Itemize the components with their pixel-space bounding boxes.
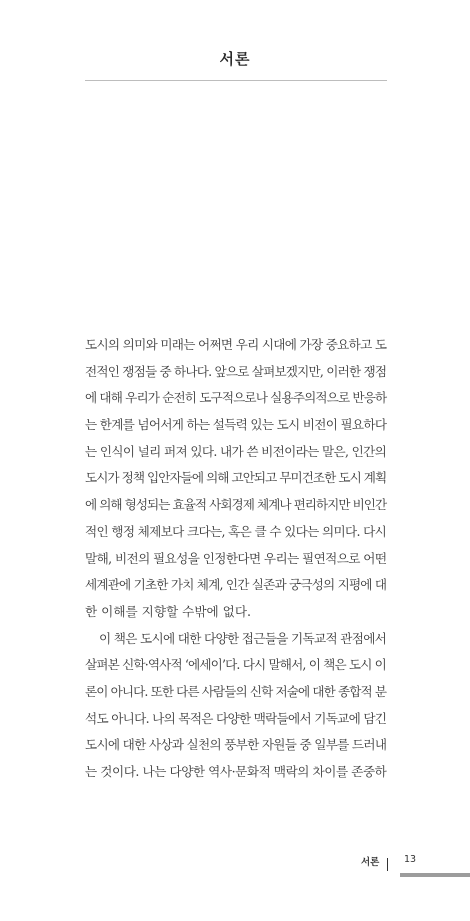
footer-bar [400, 873, 470, 877]
text-line: 에 의해 형성되는 효율적 사회경제 체계나 편리하지만 비인간 [85, 497, 387, 513]
running-title: 서론 [361, 857, 380, 868]
text-line: 는 것이다. 나는 다양한 역사·문화적 맥락의 차이를 존중하 [85, 764, 387, 779]
text-line: 도시가 정책 입안자들에 의해 고안되고 무미건조한 도시 계획 [85, 470, 387, 486]
text-line: 적인 행정 체제보다 크다는, 혹은 클 수 있다는 의미다. 다시 [85, 523, 387, 539]
text-line: 한 이해를 지향할 수밖에 없다. [85, 603, 252, 619]
text-line: 는 한계를 넘어서게 하는 설득력 있는 도시 비전이 필요하다 [85, 417, 387, 433]
chapter-title: 서론 [219, 50, 251, 68]
text-line: 는 인식이 널리 퍼져 있다. 내가 쓴 비전이라는 말은, 인간의 [85, 443, 387, 459]
page-number: 13 [404, 854, 417, 865]
text-line: 말해, 비전의 필요성을 인정한다면 우리는 필연적으로 어떤 [85, 550, 387, 566]
text-line: 도시에 대한 사상과 실천의 풍부한 자원들 중 일부를 드러내 [85, 737, 387, 753]
text-line: 에 대해 우리가 순전히 도구적으로나 실용주의적으로 반응하 [85, 390, 387, 406]
body-text [85, 332, 387, 786]
text-line: 전적인 쟁점들 중 하나다. 앞으로 살펴보겠지만, 이러한 쟁점 [85, 363, 387, 379]
text-line: 살펴본 신학·역사적 ‘에세이’다. 다시 말해서, 이 책은 도시 이 [85, 657, 386, 673]
text-line: 도시의 의미와 미래는 어쩌면 우리 시대에 가장 중요하고 도 [85, 337, 387, 352]
text-line: 세계관에 기초한 가치 체계, 인간 실존과 궁극성의 지평에 대 [85, 577, 387, 593]
text-line: 이 책은 도시에 대한 다양한 접근들을 기독교적 관점에서 [99, 630, 387, 646]
text-line: 론이 아니다. 또한 다른 사람들의 신학 저술에 대한 종합적 분 [85, 683, 387, 699]
title-divider [85, 80, 387, 81]
text-line: 석도 아니다. 나의 목적은 다양한 맥락들에서 기독교에 담긴 [85, 710, 387, 726]
footer-divider [387, 858, 388, 871]
